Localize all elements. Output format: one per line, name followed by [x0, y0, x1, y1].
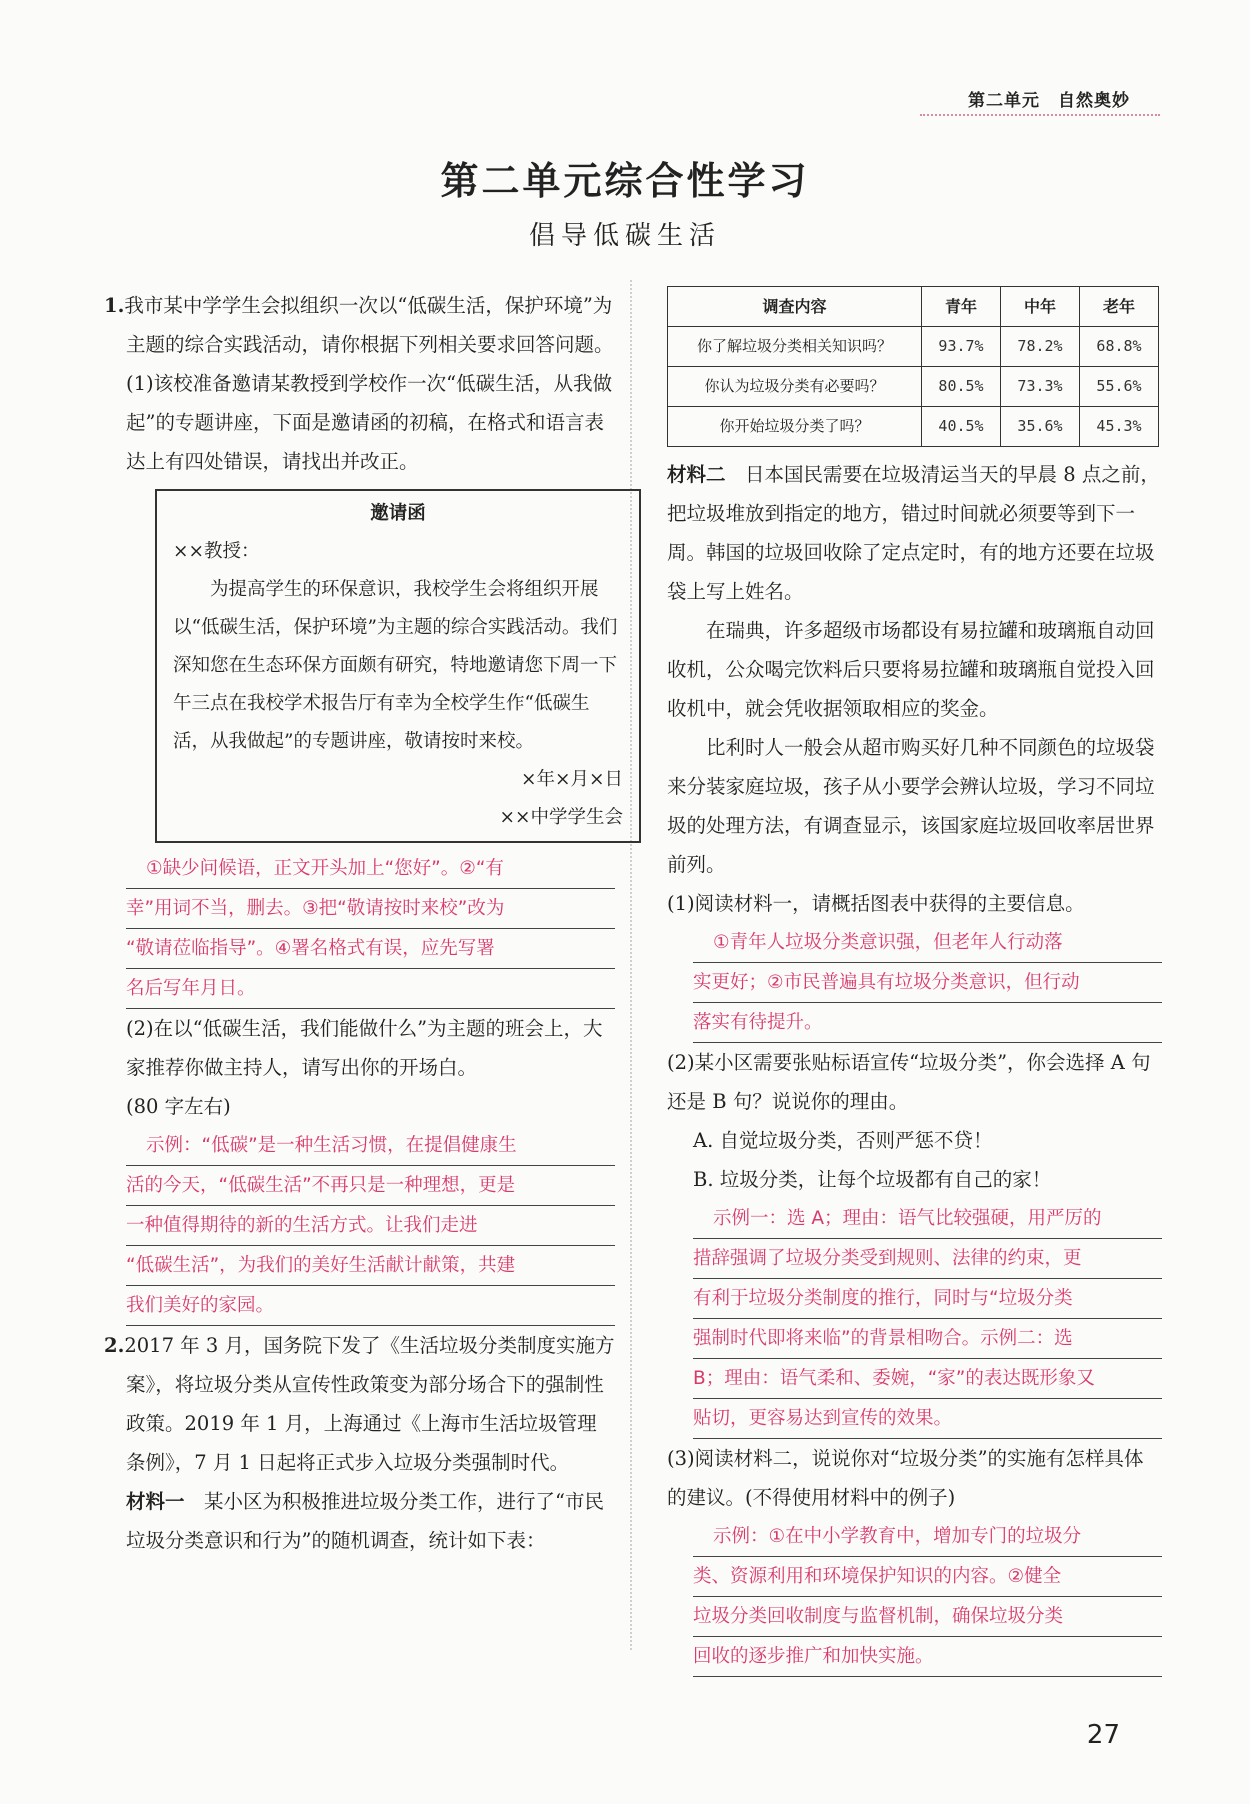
- answer-line: 示例：①在中小学教育中，增加专门的垃圾分: [693, 1517, 1162, 1557]
- right-column: [667, 286, 1162, 1677]
- table-cell: 73.3%: [1001, 367, 1080, 407]
- answer-line: 我们美好的家园。: [126, 1286, 615, 1326]
- q2-stem: 2.2017 年 3 月，国务院下发了《生活垃圾分类制度实施方案》，将垃圾分类从宣传性政策变为部分场合下的强制性政策。2019 年 1 月，上海通过《上海市生活垃圾管理条例》，7 月 1 日起将正式步入垃圾分类强制时代。: [104, 1334, 615, 1474]
- answer-line: 有利于垃圾分类制度的推行，同时与“垃圾分类: [693, 1279, 1162, 1319]
- table-cell: 68.8%: [1080, 327, 1159, 367]
- q2-answer1: [667, 923, 1162, 1043]
- answer-line: 示例：“低碳”是一种生活习惯，在提倡健康生: [126, 1126, 615, 1166]
- table-header-row: [668, 287, 1159, 327]
- q1-sub2: (2)在以“低碳生活，我们能做什么”为主题的班会上，大家推荐你做主持人，请写出你的开场白。: [126, 1017, 603, 1079]
- table-cell: 78.2%: [1001, 327, 1080, 367]
- page-subtitle: 倡导低碳生活: [528, 221, 721, 251]
- table-row: [668, 327, 1159, 367]
- table-row: [668, 407, 1159, 447]
- answer-line: 措辞强调了垃圾分类受到规则、法律的约束，更: [693, 1239, 1162, 1279]
- q2-sub2: (2)某小区需要张贴标语宣传“垃圾分类”，你会选择 A 句还是 B 句？说说你的理由。: [667, 1051, 1151, 1113]
- table-cell: 你了解垃圾分类相关知识吗？: [668, 327, 922, 367]
- q2-sub3: (3)阅读材料二，说说你对“垃圾分类”的实施有怎样具体的建议。(不得使用材料中的例子): [667, 1447, 1144, 1509]
- answer-line: 幸”用词不当，删去。③把“敬请按时来校”改为: [126, 889, 615, 929]
- material-two-label: 材料二: [667, 463, 726, 486]
- q2-answer2: [667, 1199, 1162, 1439]
- table-cell: 55.6%: [1080, 367, 1159, 407]
- letter-greeting: ××教授：: [173, 541, 260, 562]
- answer-line: 强制时代即将来临”的背景相吻合。示例二：选: [693, 1319, 1162, 1359]
- q2-number: 2.: [104, 1334, 125, 1357]
- material-one: 材料一 某小区为积极推进垃圾分类工作，进行了“市民垃圾分类意识和行为”的随机调查，统计如下表：: [126, 1490, 605, 1552]
- answer-line: 贴切，更容易达到宣传的效果。: [693, 1399, 1162, 1439]
- q1-number: 1.: [104, 294, 125, 317]
- unit-header-tag: 第二单元 自然奥妙: [968, 91, 1130, 111]
- answer-line: 实更好；②市民普遍具有垃圾分类意识，但行动: [693, 963, 1162, 1003]
- answer-line: “敬请莅临指导”。④署名格式有误，应先写署: [126, 929, 615, 969]
- table-cell: 40.5%: [922, 407, 1001, 447]
- option-b: B. 垃圾分类，让每个垃圾都有自己的家！: [693, 1168, 1052, 1191]
- invitation-letter: [155, 489, 641, 843]
- answer-line: 落实有待提升。: [693, 1003, 1162, 1043]
- q1-answer1: [100, 849, 615, 1009]
- q1-sub1: (1)该校准备邀请某教授到学校作一次“低碳生活，从我做起”的专题讲座，下面是邀请函的初稿，在格式和语言表达上有四处错误，请找出并改正。: [126, 372, 613, 473]
- table-cell: 93.7%: [922, 327, 1001, 367]
- survey-table: [667, 286, 1159, 447]
- header-divider: [920, 114, 1160, 116]
- page-title: 第二单元综合性学习: [440, 158, 810, 203]
- answer-line: ①缺少问候语，正文开头加上“您好”。②“有: [126, 849, 615, 889]
- table-cell: 80.5%: [922, 367, 1001, 407]
- q2-sub1: (1)阅读材料一，请概括图表中获得的主要信息。: [667, 892, 1085, 915]
- table-header: 青年: [922, 287, 1001, 327]
- table-cell: 你认为垃圾分类有必要吗？: [668, 367, 922, 407]
- table-cell: 35.6%: [1001, 407, 1080, 447]
- left-column: [100, 286, 623, 1560]
- letter-body: 为提高学生的环保意识，我校学生会将组织开展以“低碳生活，保护环境”为主题的综合实践活动。我们深知您在生态环保方面颇有研究，特地邀请您下周一下午三点在我校学术报告厅有幸为全校学生作“低碳生活，从我做起”的专题讲座，敬请按时来校。: [173, 579, 618, 752]
- answer-line: 活的今天，“低碳生活”不再只是一种理想，更是: [126, 1166, 615, 1206]
- option-a: A. 自觉垃圾分类，否则严惩不贷！: [693, 1129, 993, 1152]
- answer-line: B；理由：语气柔和、委婉，“家”的表达既形象又: [693, 1359, 1162, 1399]
- table-header: 老年: [1080, 287, 1159, 327]
- q2-answer3: [667, 1517, 1162, 1677]
- letter-date: ×年×月×日: [520, 769, 623, 790]
- material-two-p2: 在瑞典，许多超级市场都设有易拉罐和玻璃瓶自动回收机，公众喝完饮料后只要将易拉罐和玻璃瓶自觉投入回收机中，就会凭收据领取相应的奖金。: [667, 619, 1155, 720]
- table-header: 调查内容: [668, 287, 922, 327]
- letter-title: 邀请函: [370, 503, 426, 524]
- table-header: 中年: [1001, 287, 1080, 327]
- table-cell: 45.3%: [1080, 407, 1159, 447]
- material-two-p3: 比利时人一般会从超市购买好几种不同颜色的垃圾袋来分装家庭垃圾，孩子从小要学会辨认垃圾，学习不同垃圾的处理方法，有调查显示，该国家庭垃圾回收率居世界前列。: [667, 736, 1155, 876]
- answer-line: 名后写年月日。: [126, 969, 615, 1009]
- answer-line: 类、资源利用和环境保护知识的内容。②健全: [693, 1557, 1162, 1597]
- answer-line: ①青年人垃圾分类意识强，但老年人行动落: [693, 923, 1162, 963]
- answer-line: 一种值得期待的新的生活方式。让我们走进: [126, 1206, 615, 1246]
- material-one-label: 材料一: [126, 1490, 185, 1513]
- answer-line: 垃圾分类回收制度与监督机制，确保垃圾分类: [693, 1597, 1162, 1637]
- column-divider: [630, 280, 632, 1650]
- answer-line: “低碳生活”，为我们的美好生活献计献策，共建: [126, 1246, 615, 1286]
- table-row: [668, 367, 1159, 407]
- q1-sub2-note: (80 字左右): [126, 1095, 231, 1118]
- answer-line: 回收的逐步推广和加快实施。: [693, 1637, 1162, 1677]
- q1-stem: 1.我市某中学学生会拟组织一次以“低碳生活，保护环境”为主题的综合实践活动，请你根据下列相关要求回答问题。: [104, 294, 614, 356]
- letter-sign: ××中学学生会: [499, 807, 623, 828]
- q1-answer2: [100, 1126, 615, 1326]
- answer-line: 示例一：选 A；理由：语气比较强硬，用严厉的: [693, 1199, 1162, 1239]
- page-number: 27: [1086, 1720, 1120, 1750]
- material-two: 材料二 日本国民需要在垃圾清运当天的早晨 8 点之前，把垃圾堆放到指定的地方，错过时间就必须要等到下一周。韩国的垃圾回收除了定点定时，有的地方还要在垃圾袋上写上姓名。: [667, 463, 1160, 603]
- table-cell: 你开始垃圾分类了吗？: [668, 407, 922, 447]
